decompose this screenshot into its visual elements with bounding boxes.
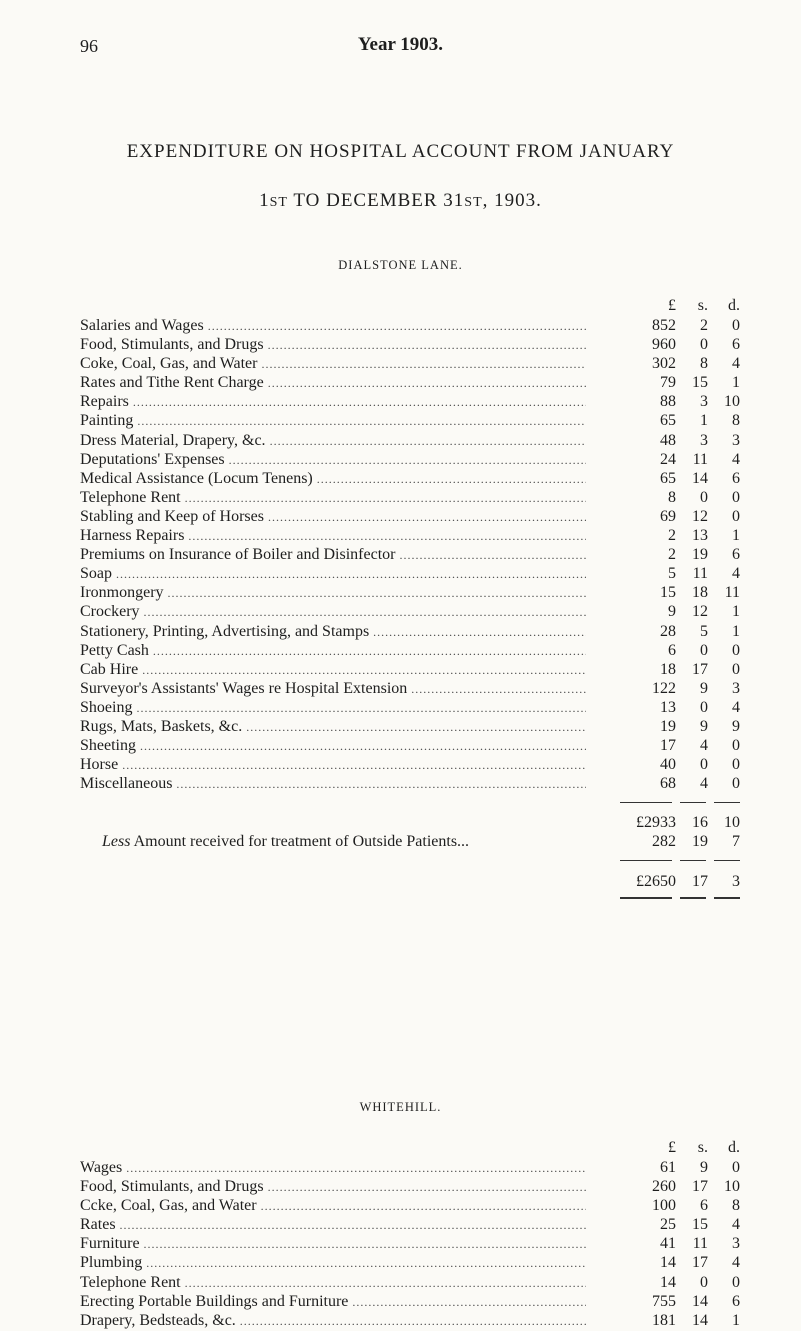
item-shillings: 12 [692,507,708,525]
item-pounds: 960 [652,336,676,354]
total-rule [80,855,740,867]
item-shillings: 0 [700,756,708,774]
leader-dots [270,434,586,449]
item-label: Repairs [80,393,129,411]
item-pence: 6 [732,1292,740,1310]
item-pounds: 40 [660,756,676,774]
item-pence: 0 [732,1273,740,1291]
item-pence: 4 [732,1254,740,1272]
leader-dots [136,701,586,716]
item-label: Shoeing [80,698,133,716]
item-pence: 0 [732,775,740,793]
item-pounds: 68 [660,775,676,793]
subtotal-pence: 10 [724,814,740,832]
item-shillings: 17 [692,660,708,678]
total-row [80,873,740,892]
item-label: Rates and Tithe Rent Charge [80,374,264,392]
item-pence: 0 [732,641,740,659]
ledger-row [80,718,740,737]
leader-dots [122,758,586,773]
item-label: Wages [80,1159,123,1176]
item-shillings: 8 [700,355,708,373]
less-word: Less [102,833,131,851]
leader-dots [185,1276,586,1291]
item-pounds: 41 [660,1235,676,1253]
ledger-row [80,451,740,470]
item-shillings: 4 [700,775,708,793]
item-pence: 0 [732,1159,740,1176]
ledger-row [80,1293,740,1312]
subtotal-shillings: 16 [692,814,708,832]
item-pence: 3 [732,679,740,697]
leader-dots [352,1295,586,1310]
leader-dots [120,1218,586,1233]
leader-dots [240,1314,586,1329]
item-label: Erecting Portable Buildings and Furniture [80,1292,349,1310]
whitehill-ledger [80,1139,740,1331]
item-pounds: 15 [660,584,676,602]
leader-dots [153,644,586,659]
item-pounds: 122 [652,679,676,697]
leader-dots [144,605,586,620]
subtotal-rule [80,796,740,808]
ledger-row [80,1235,740,1254]
pence-header: d. [728,297,740,314]
less-pounds: 282 [652,833,676,851]
item-shillings: 15 [692,1216,708,1234]
item-pence: 10 [724,393,740,411]
ledger-row [80,393,740,412]
item-pence: 8 [732,1197,740,1215]
item-pence: 0 [732,756,740,774]
leader-dots [373,625,586,640]
item-shillings: 19 [692,546,708,564]
page-number: 96 [80,36,98,56]
ledger-row [80,775,740,794]
ledger-row [80,546,740,565]
subtotal-row [80,814,740,833]
item-pounds: 852 [652,317,676,334]
section-heading-whitehill: WHITEHILL. [359,1100,442,1114]
less-row [80,833,740,852]
leader-dots [208,319,586,334]
ledger-row [80,584,740,603]
item-pounds: 5 [668,565,676,583]
item-label: Drapery, Bedsteads, &c. [80,1311,236,1329]
less-pence: 7 [732,833,740,851]
item-pounds: 14 [660,1273,676,1291]
item-label: Ccke, Coal, Gas, and Water [80,1197,257,1215]
leader-dots [133,395,586,410]
ledger-row [80,756,740,775]
item-pence: 1 [732,1311,740,1329]
item-label: Premiums on Insurance of Boiler and Disinfector [80,546,396,564]
dialstone-rows [80,317,740,794]
leader-dots [268,376,586,391]
item-shillings: 2 [700,317,708,334]
item-shillings: 11 [692,450,708,468]
page-header [0,34,801,64]
item-shillings: 14 [692,1311,708,1329]
item-shillings: 0 [700,1273,708,1291]
item-shillings: 14 [692,469,708,487]
document-title-line1: EXPENDITURE ON HOSPITAL ACCOUNT FROM JANUARY [126,141,675,162]
item-label: Dress Material, Drapery, &c. [80,431,266,449]
item-pounds: 65 [660,412,676,430]
leader-dots [261,357,586,372]
item-shillings: 0 [700,336,708,354]
ledger-row [80,355,740,374]
ledger-row [80,1159,740,1178]
ledger-row [80,603,740,622]
item-pounds: 79 [660,374,676,392]
leader-dots [176,777,586,792]
item-pence: 0 [732,317,740,334]
leader-dots [317,472,586,487]
item-label: Cab Hire [80,660,139,678]
ledger-row [80,661,740,680]
item-shillings: 18 [692,584,708,602]
item-shillings: 0 [700,698,708,716]
item-label: Food, Stimulants, and Drugs [80,336,264,354]
ledger-row [80,412,740,431]
item-shillings: 13 [692,527,708,545]
leader-dots [116,567,586,582]
leader-dots [246,720,586,735]
less-shillings: 19 [692,833,708,851]
document-title-line2: 1ST TO DECEMBER 31ST, 1903. [259,190,542,211]
dialstone-ledger [80,297,740,904]
whitehill-rows [80,1159,740,1331]
ledger-row [80,489,740,508]
item-pounds: 181 [652,1311,676,1329]
leader-dots [185,491,586,506]
item-shillings: 14 [692,1292,708,1310]
item-pounds: 48 [660,431,676,449]
item-pounds: 260 [652,1178,676,1196]
item-pounds: 6 [668,641,676,659]
item-pounds: 302 [652,355,676,373]
currency-header-whitehill [80,1139,740,1159]
item-label: Harness Repairs [80,527,185,545]
leader-dots [229,453,586,468]
item-label: Plumbing [80,1254,143,1272]
leader-dots [268,338,586,353]
item-label: Medical Assistance (Locum Tenens) [80,469,313,487]
item-pence: 0 [732,660,740,678]
item-pence: 11 [724,584,740,602]
item-pence: 1 [732,603,740,621]
item-label: Stabling and Keep of Horses [80,507,264,525]
ledger-row [80,317,740,336]
ledger-row [80,374,740,393]
leader-dots [140,739,586,754]
item-label: Horse [80,756,119,774]
item-pounds: 14 [660,1254,676,1272]
item-pounds: 2 [668,527,676,545]
item-pounds: 19 [660,717,676,735]
item-pence: 0 [732,507,740,525]
total-pence: 3 [732,872,740,890]
item-pence: 0 [732,488,740,506]
ledger-row [80,699,740,718]
item-label: Crockery [80,603,140,621]
leader-dots [146,1256,586,1271]
ledger-row [80,1178,740,1197]
item-shillings: 11 [692,565,708,583]
item-pence: 4 [732,565,740,583]
item-shillings: 15 [692,374,708,392]
total-shillings: 17 [692,872,708,890]
item-pence: 6 [732,546,740,564]
item-label: Soap [80,565,112,583]
leader-dots [126,1161,586,1176]
item-pounds: 13 [660,698,676,716]
ledger-row [80,642,740,661]
leader-dots [268,510,586,525]
section-heading-dialstone: DIALSTONE LANE. [338,258,463,272]
item-label: Furniture [80,1235,140,1253]
ledger-row [80,1312,740,1331]
pounds-header: £ [668,1139,676,1156]
total-underline [80,892,740,904]
leader-dots [268,1180,586,1195]
leader-dots [137,414,586,429]
item-pence: 4 [732,355,740,373]
ledger-row [80,1254,740,1273]
item-shillings: 3 [700,393,708,411]
ledger-row [80,737,740,756]
ledger-row [80,565,740,584]
item-shillings: 0 [700,641,708,659]
ledger-row [80,1197,740,1216]
item-pence: 1 [732,622,740,640]
total-pounds: £2650 [636,872,676,890]
item-shillings: 4 [700,737,708,755]
item-pounds: 61 [660,1159,676,1176]
ledger-row [80,680,740,699]
item-shillings: 9 [700,1159,708,1176]
item-pounds: 28 [660,622,676,640]
pounds-header: £ [668,297,676,314]
item-pence: 0 [732,737,740,755]
item-label: Sheeting [80,737,136,755]
item-shillings: 12 [692,603,708,621]
item-label: Rugs, Mats, Baskets, &c. [80,717,243,735]
shillings-header: s. [697,1139,708,1156]
item-label: Stationery, Printing, Advertising, and Stamps [80,622,370,640]
item-pence: 4 [732,1216,740,1234]
shillings-header: s. [697,297,708,314]
item-label: Telephone Rent [80,1273,181,1291]
item-shillings: 17 [692,1254,708,1272]
item-shillings: 17 [692,1178,708,1196]
leader-dots [188,529,586,544]
item-pounds: 100 [652,1197,676,1215]
item-pounds: 8 [668,488,676,506]
item-pounds: 25 [660,1216,676,1234]
leader-dots [411,682,586,697]
item-pounds: 755 [652,1292,676,1310]
item-label: Deputations' Expenses [80,450,225,468]
item-label: Coke, Coal, Gas, and Water [80,355,258,373]
item-pounds: 2 [668,546,676,564]
item-pounds: 9 [668,603,676,621]
item-pence: 4 [732,450,740,468]
subtotal-pounds: £2933 [636,814,676,832]
leader-dots [142,663,586,678]
ledger-row [80,623,740,642]
item-pounds: 88 [660,393,676,411]
ledger-row [80,1216,740,1235]
item-label: Rates [80,1216,116,1234]
item-shillings: 9 [700,679,708,697]
currency-header [80,297,740,317]
item-pounds: 69 [660,507,676,525]
item-pence: 10 [724,1178,740,1196]
item-pence: 9 [732,717,740,735]
item-pence: 4 [732,698,740,716]
ledger-row [80,432,740,451]
item-shillings: 11 [692,1235,708,1253]
ledger-row [80,1274,740,1293]
leader-dots [144,1237,586,1252]
item-shillings: 0 [700,488,708,506]
item-shillings: 5 [700,622,708,640]
item-shillings: 1 [700,412,708,430]
item-pounds: 18 [660,660,676,678]
item-pence: 6 [732,469,740,487]
ledger-row [80,336,740,355]
item-label: Miscellaneous [80,775,173,793]
item-pounds: 24 [660,450,676,468]
item-pence: 3 [732,1235,740,1253]
item-pence: 1 [732,374,740,392]
running-title: Year 1903. [357,34,444,55]
item-label: Petty Cash [80,641,149,659]
item-pence: 3 [732,431,740,449]
item-pence: 8 [732,412,740,430]
item-label: Surveyor's Assistants' Wages re Hospital Extension [80,679,408,697]
item-shillings: 9 [700,717,708,735]
item-label: Ironmongery [80,584,164,602]
item-label: Food, Stimulants, and Drugs [80,1178,264,1196]
ledger-row [80,508,740,527]
item-label: Salaries and Wages [80,317,204,334]
item-pence: 6 [732,336,740,354]
less-description: Amount received for treatment of Outside Patients... [133,833,470,851]
item-label: Painting [80,412,134,430]
ledger-row [80,470,740,489]
item-label: Telephone Rent [80,488,181,506]
item-pounds: 65 [660,469,676,487]
leader-dots [168,586,586,601]
item-pounds: 17 [660,737,676,755]
ledger-row [80,527,740,546]
pence-header: d. [728,1139,740,1156]
item-shillings: 3 [700,431,708,449]
leader-dots [399,548,586,563]
leader-dots [261,1199,586,1214]
item-pence: 1 [732,527,740,545]
item-shillings: 6 [700,1197,708,1215]
